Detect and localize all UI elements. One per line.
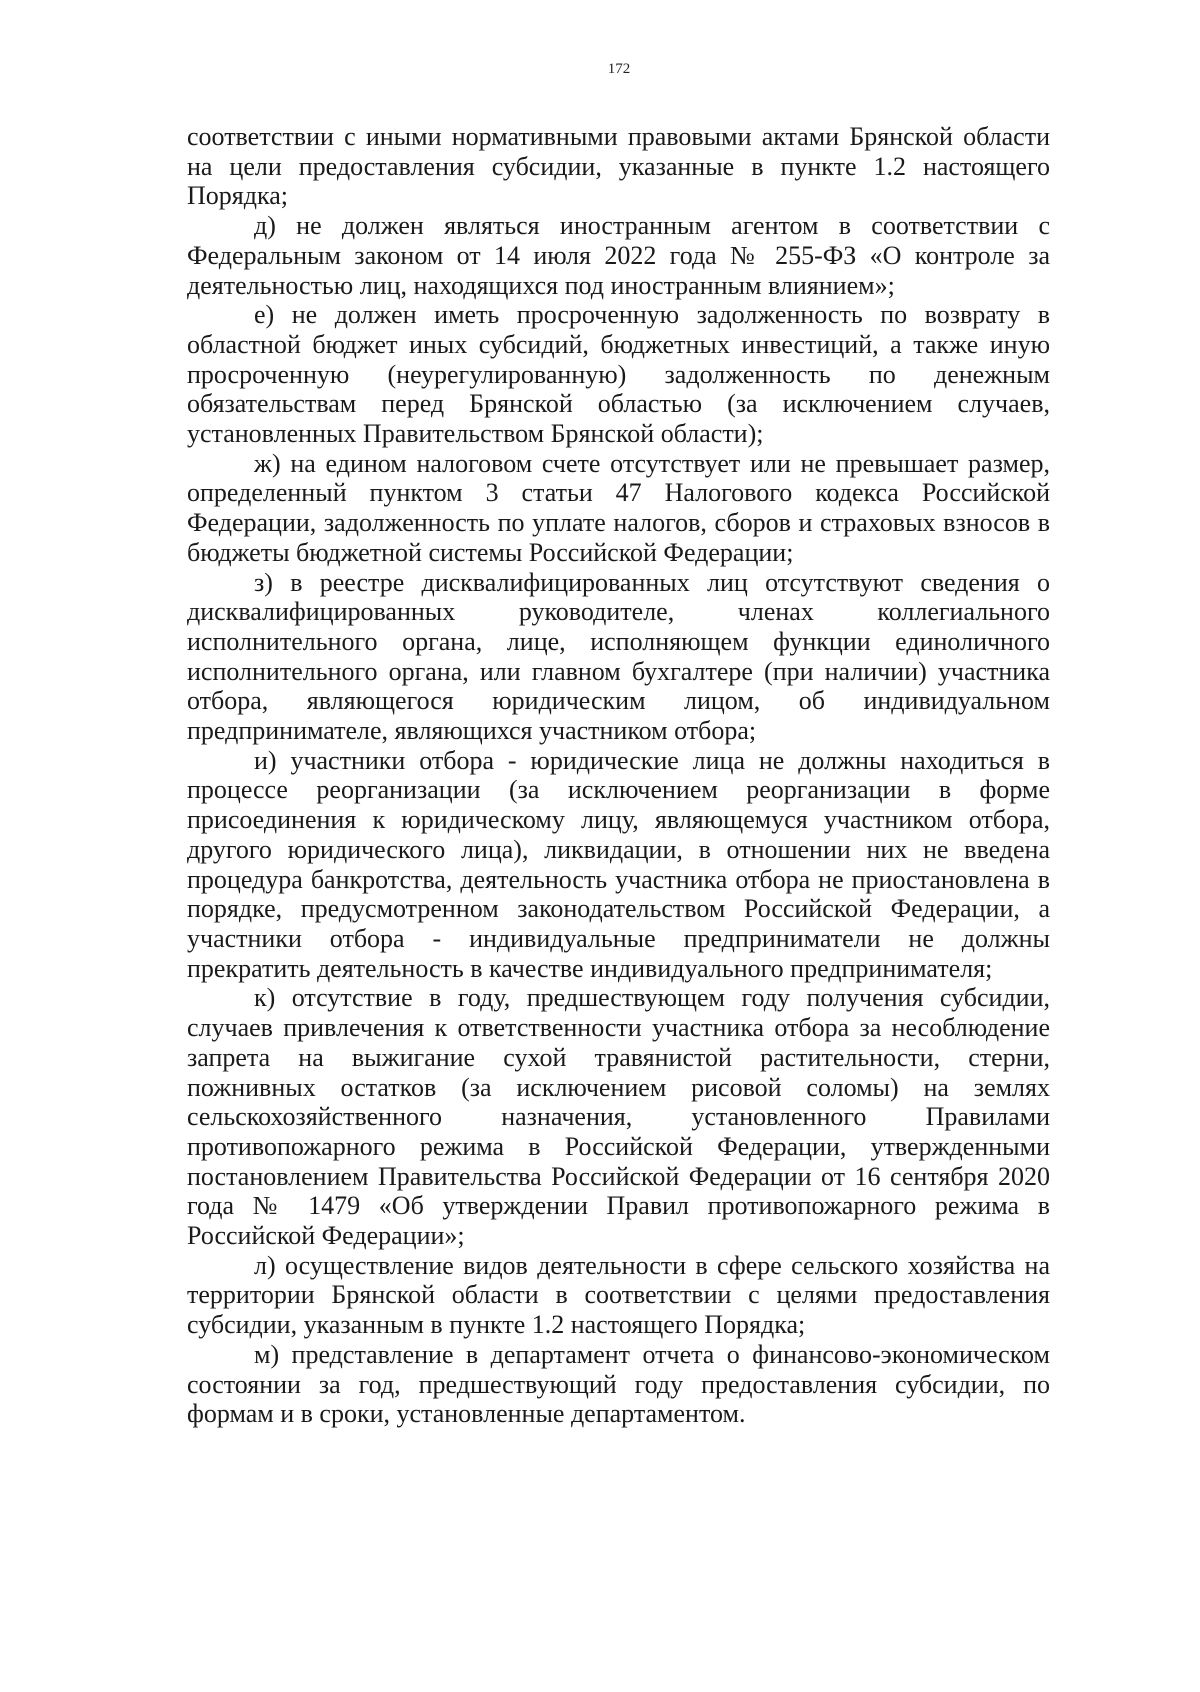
paragraph-item-e: е) не должен иметь просроченную задолженность по возврату в областной бюджет иных субсидий, бюджетных инвестиций, а также иную просроченную (неурегулированную) задолженность по денежным обязательствам перед Брянской областью (за исключением случаев, установленных Правительством Брянской области); xyxy=(187,300,1050,449)
paragraph-item-d: д) не должен являться иностранным агентом в соответствии с Федеральным законом от 14 июля 2022 года № 255-ФЗ «О контроле за деятельностью лиц, находящихся под иностранным влиянием»; xyxy=(187,211,1050,300)
paragraph-item-i: и) участники отбора - юридические лица не должны находиться в процессе реорганизации (за исключением реорганизации в форме присоединения к юридическому лицу, являющемуся участником отбора, другого юридического лица), ликвидации, в отношении них не введена процедура банкротства, деятельность участника отбора не приостановлена в порядке, предусмотренном законодательством Российской Федерации, а участники отбора - индивидуальные предприниматели не должны прекратить деятельность в качестве индивидуального предпринимателя; xyxy=(187,745,1050,983)
paragraph-item-z: з) в реестре дисквалифицированных лиц отсутствуют сведения о дисквалифицированных руководителе, членах коллегиального исполнительного органа, лице, исполняющем функции единоличного исполнительного органа, или главном бухгалтере (при наличии) участника отбора, являющегося юридическим лицом, об индивидуальном предпринимателе, являющихся участником отбора; xyxy=(187,567,1050,746)
paragraph-item-l: л) осуществление видов деятельности в сфере сельского хозяйства на территории Брянской области в соответствии с целями предоставления субсидии, указанным в пункте 1.2 настоящего Порядка; xyxy=(187,1250,1050,1340)
paragraph-item-m: м) представление в департамент отчета о финансово-экономическом состоянии за год, предшествующий году предоставления субсидии, по формам и в сроки, установленные департаментом. xyxy=(187,1339,1050,1429)
paragraph-item-k: к) отсутствие в году, предшествующем году получения субсидии, случаев привлечения к ответственности участника отбора за несоблюдение запрета на выжигание сухой травянистой растительности, стерни, пожнивных остатков (за исключением рисовой соломы) на землях сельскохозяйственного назначения, установленного Правилами противопожарного режима в Российской Федерации, утвержденными постановлением Правительства Российской Федерации от 16 сентября 2020 года № 1479 «Об утверждении Правил противопожарного режима в Российской Федерации»; xyxy=(187,983,1050,1251)
paragraph-continuation: соответствии с иными нормативными правовыми актами Брянской области на цели предоставления субсидии, указанные в пункте 1.2 настоящего Порядка; xyxy=(187,122,1050,211)
page-number: 172 xyxy=(607,61,631,77)
document-body xyxy=(187,122,1050,1429)
paragraph-item-zh: ж) на едином налоговом счете отсутствует или не превышает размер, определенный пунктом 3 статьи 47 Налогового кодекса Российской Федерации, задолженность по уплате налогов, сборов и страховых взносов в бюджеты бюджетной системы Российской Федерации; xyxy=(187,448,1050,567)
